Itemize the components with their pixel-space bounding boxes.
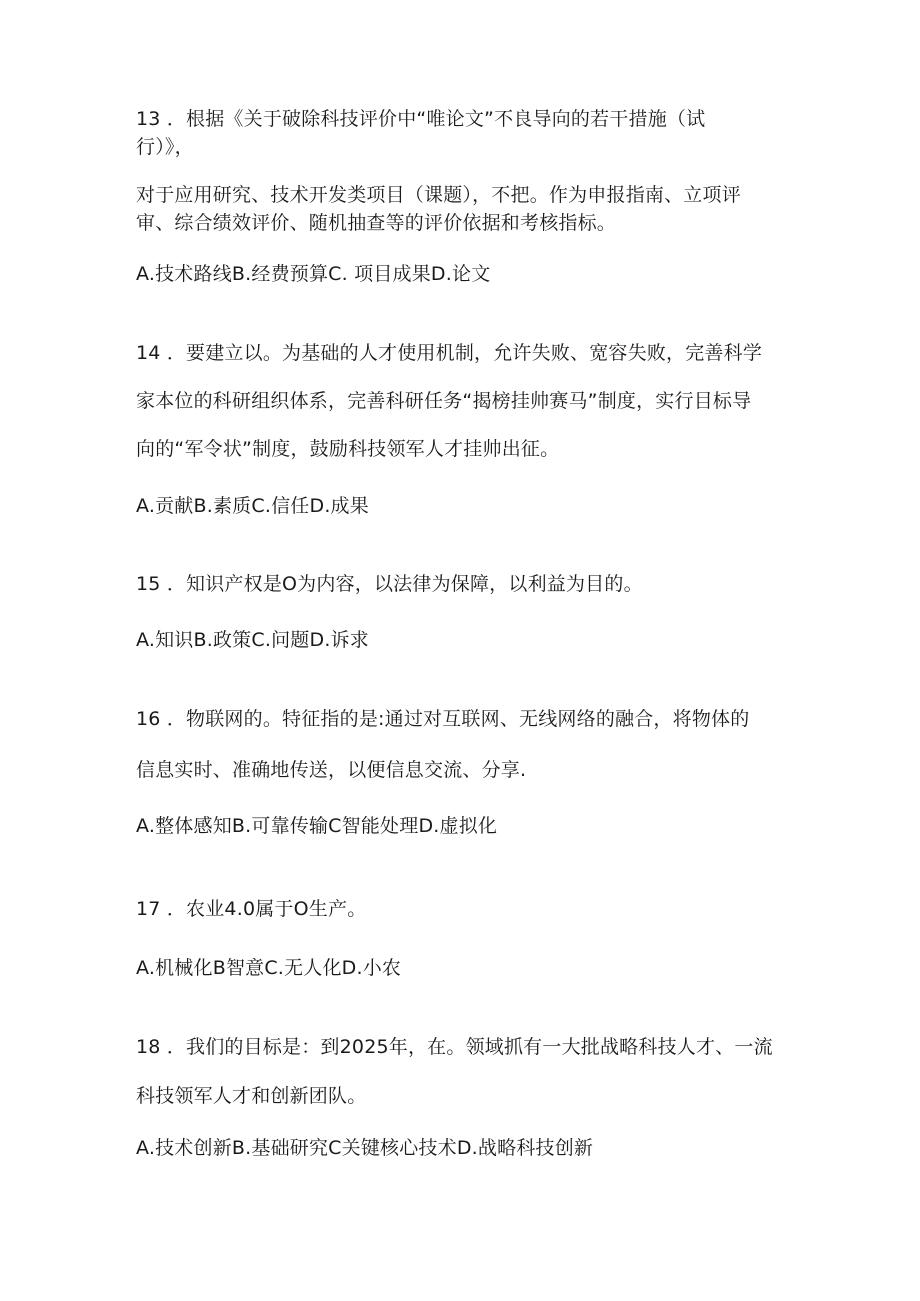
q13-options: A.技术路线B.经费预算C. 项目成果D.论文 (136, 263, 491, 285)
q13-line-3: 对于应用研究、技术开发类项目（课题），不把。作为申报指南、立项评 (136, 184, 741, 206)
q18-line-2: 科技领军人才和创新团队。 (136, 1085, 367, 1107)
q13-line-1: 13 ．根据《关于破除科技评价中“唯论文”不良导向的若干措施（试 (136, 108, 706, 130)
q18-line-1: 18 ．我们的目标是：到2025年，在。领域抓有一大批战略科技人才、一流 (136, 1036, 773, 1058)
q15-line-1: 15 ．知识产权是O为内容，以法律为保障，以利益为目的。 (136, 573, 643, 595)
q18-options: A.技术创新B.基础研究C关键核心技术D.战略科技创新 (136, 1137, 594, 1159)
q13-line-2: 行）》， (136, 136, 194, 158)
q13-line-4: 审、综合绩效评价、随机抽查等的评价依据和考核指标。 (136, 212, 617, 234)
q16-line-1: 16 ．物联网的。特征指的是:通过对互联网、无线网络的融合，将物体的 (136, 708, 750, 730)
q17-options: A.机械化B智意C.无人化D.小农 (136, 957, 402, 979)
q15-options: A.知识B.政策C.问题D.诉求 (136, 629, 369, 651)
q14-line-1: 14 ．要建立以。为基础的人才使用机制，允许失败、宽容失败，完善科学 (136, 342, 763, 364)
q17-line-1: 17 ．农业4.0属于O生产。 (136, 898, 367, 920)
q14-line-2: 家本位的科研组织体系，完善科研任务“揭榜挂帅赛马”制度，实行目标导 (136, 390, 752, 412)
q14-line-3: 向的“军令状”制度，鼓励科技领军人才挂帅出征。 (136, 438, 560, 460)
q16-options: A.整体感知B.可靠传输C智能处理D.虚拟化 (136, 815, 498, 837)
q16-line-2: 信息实时、准确地传送，以便信息交流、分享. (136, 759, 527, 781)
q14-options: A.贡献B.素质C.信任D.成果 (136, 495, 369, 517)
